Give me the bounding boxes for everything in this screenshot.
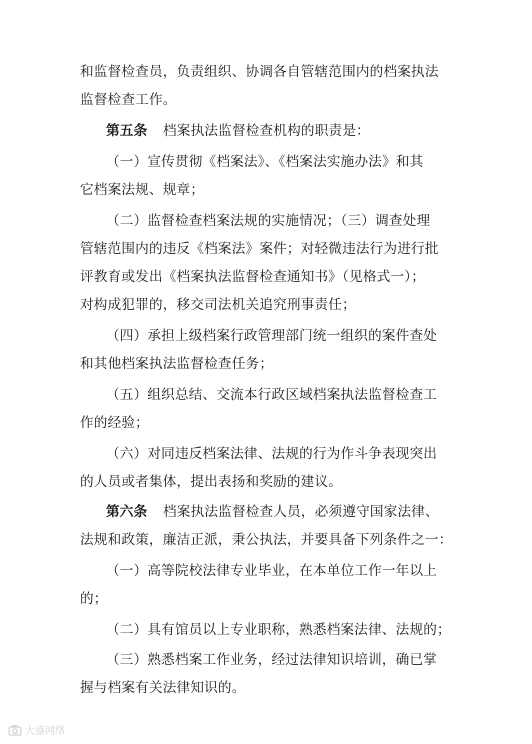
text-line: 和监督检查员，负责组织、协调各自管辖范围内的档案执法 [80,64,439,80]
text-line: （五）组织总结、交流本行政区域档案执法监督检查工 [106,387,438,403]
text-line: 作的经验； [80,415,149,431]
text-line: （二）监督检查档案法规的实施情况；（三）调查处理 [106,213,431,229]
text-line: 管辖范围内的违反《档案法》案件；对轻微违法行为进行批 [80,241,439,257]
text-line: 的； [80,591,108,607]
text-line: 和其他档案执法监督检查任务； [80,356,274,372]
watermark [8,722,65,737]
text-line: 评教育或发出《档案执法监督检查通知书》（见格式一）； [80,269,426,285]
text-line: （一）宣传贯彻《档案法》、《档案法实施办法》和其 [106,154,424,170]
text-line: 监督检查工作。 [80,92,177,108]
article-heading: 第五条 [106,123,148,139]
text-line: 法规和政策，廉洁正派，秉公执法，并要具备下列条件之一： [80,532,453,548]
text-line: （一）高等院校法律专业毕业，在本单位工作一年以上 [106,563,438,579]
text-line: （四）承担上级档案行政管理部门统一组织的案件查处 [106,328,438,344]
text-line: 它档案法规、规章； [80,182,205,198]
text-line: （三）熟悉档案工作业务，经过法律知识培训，确已掌 [106,652,438,668]
text-line: 的人员或者集体，提出表扬和奖励的建议。 [80,474,343,490]
watermark-text: 大盛网络 [25,726,65,737]
text-line: 对构成犯罪的，移交司法机关追究刑事责任； [80,297,356,313]
text-line: 握与档案有关法律知识的。 [80,680,246,696]
text-line: （六）对同违反档案法律、法规的行为作斗争表现突出 [106,446,438,462]
text-line: （二）具有馆员以上专业职称，熟悉档案法律、法规的； [106,622,451,638]
text-line: 档案执法监督检查机构的职责是： [163,123,370,139]
article-heading: 第六条 [106,504,148,520]
text-line: 档案执法监督检查人员，必须遵守国家法律、 [163,504,439,520]
camera-logo-icon [8,724,22,736]
